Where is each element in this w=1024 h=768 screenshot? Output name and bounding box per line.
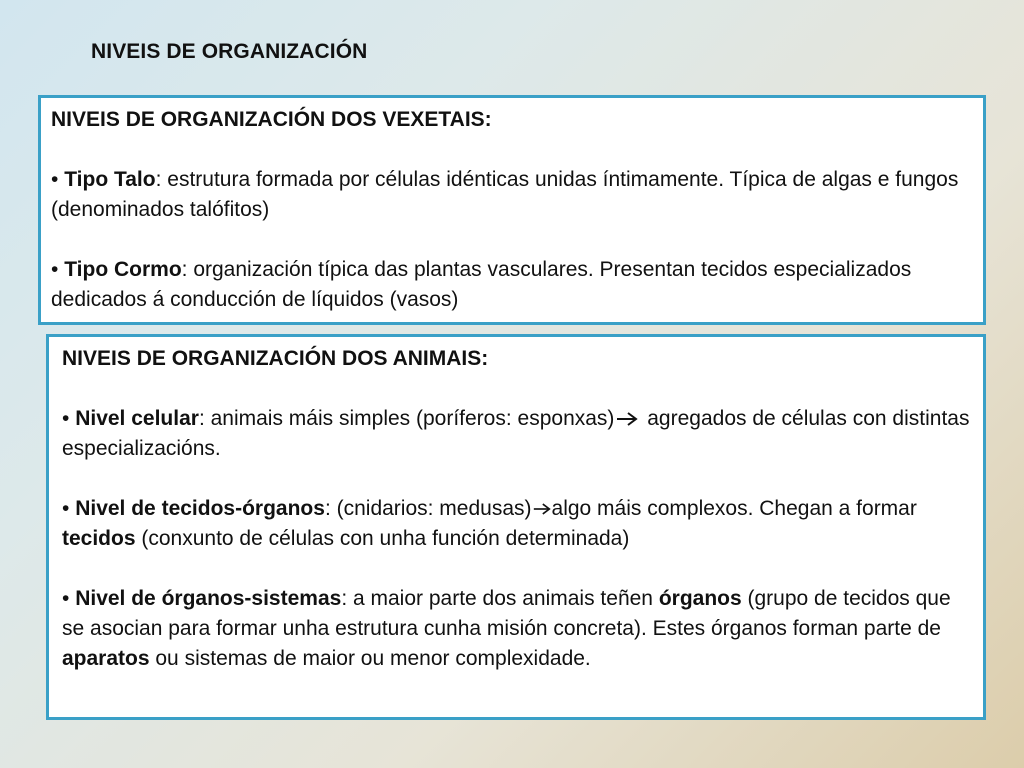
desc-nivel-celular-b: agregados de células con distintas especializacións.	[62, 407, 970, 460]
desc-tipo-talo: : estrutura formada por células idénticas unidas íntimamente. Típica de algas e fungos (denominados talófitos)	[51, 168, 959, 221]
slide-title: NIVEIS DE ORGANIZACIÓN	[91, 40, 368, 63]
desc-nivel-celular-a: : animais máis simples (poríferos: esponxas)	[198, 407, 615, 430]
term-tipo-cormo: Tipo Cormo	[64, 258, 182, 281]
desc-nivel-organos-b: (grupo de tecidos que se asocian para formar unha estrutura cunha misión concreta). Estes órganos forman parte de	[62, 587, 951, 640]
desc-nivel-tecidos-a: : (cnidarios: medusas)	[324, 497, 532, 520]
bold-aparatos: aparatos	[62, 647, 150, 670]
desc-nivel-tecidos-c: (conxunto de células con unha función determinada)	[135, 527, 630, 550]
bullet: •	[62, 407, 70, 430]
bullet: •	[62, 497, 70, 520]
item-tipo-cormo	[51, 255, 971, 315]
desc-nivel-organos-c: ou sistemas de maior ou menor complexidade.	[149, 647, 591, 670]
bold-tecidos: tecidos	[62, 527, 136, 550]
item-nivel-celular	[62, 404, 971, 464]
bold-organos: órganos	[658, 587, 742, 610]
item-nivel-tecidos	[62, 494, 971, 554]
right-arrow-icon	[616, 412, 638, 426]
bullet: •	[62, 587, 70, 610]
desc-tipo-cormo: : organización típica das plantas vasculares. Presentan tecidos especializados dedicados á conducción de líquidos (vasos)	[51, 258, 912, 311]
term-nivel-tecidos: Nivel de tecidos-órganos	[75, 497, 325, 520]
term-nivel-celular: Nivel celular	[75, 407, 199, 430]
bullet: •	[51, 258, 59, 281]
item-tipo-talo	[51, 165, 971, 225]
item-nivel-organos	[62, 584, 971, 674]
vexetais-heading: NIVEIS DE ORGANIZACIÓN DOS VEXETAIS:	[51, 108, 492, 131]
right-arrow-icon	[533, 502, 551, 516]
term-nivel-organos: Nivel de órganos-sistemas	[75, 587, 342, 610]
vexetais-box	[38, 95, 986, 325]
bullet: •	[51, 168, 59, 191]
desc-nivel-tecidos-b: algo máis complexos. Chegan a formar	[551, 497, 917, 520]
animais-box	[46, 334, 986, 720]
animais-heading: NIVEIS DE ORGANIZACIÓN DOS ANIMAIS:	[62, 347, 489, 370]
desc-nivel-organos-a: : a maior parte dos animais teñen	[341, 587, 659, 610]
term-tipo-talo: Tipo Talo	[64, 168, 156, 191]
